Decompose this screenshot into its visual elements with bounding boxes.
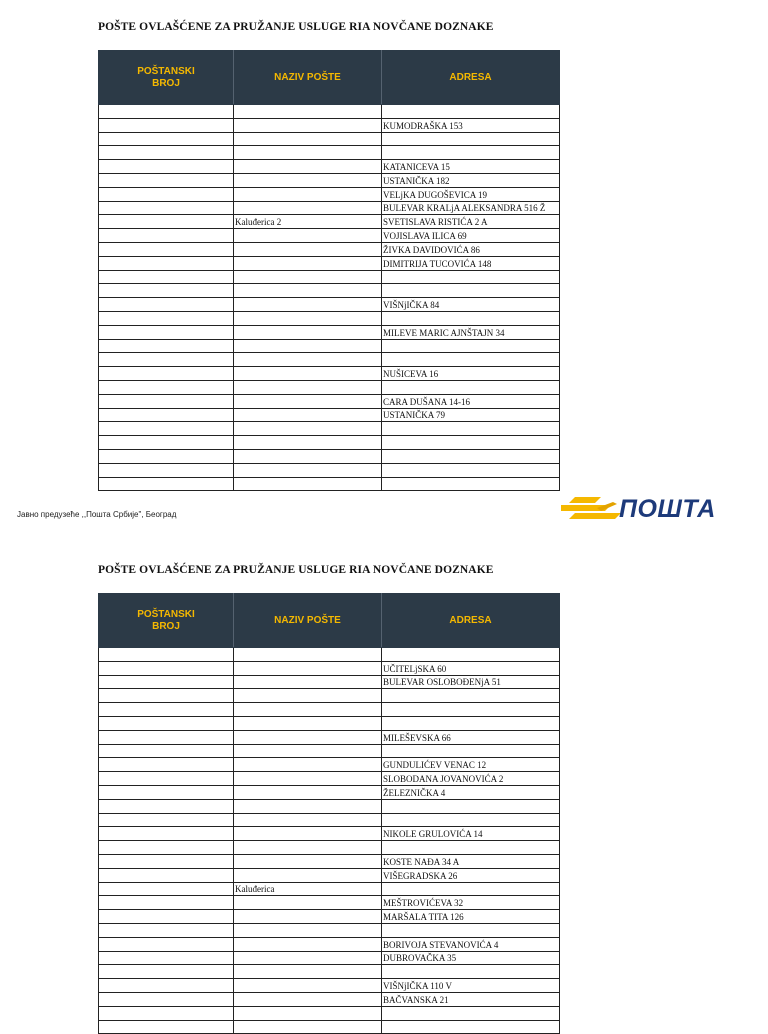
posta-emblem-icon [561,494,623,526]
postal-code-cell [99,703,234,717]
postal-code-cell [99,449,234,463]
postal-code-cell [99,1020,234,1034]
address-cell [382,146,560,160]
office-name-cell [234,187,382,201]
address-cell [382,132,560,146]
postal-code-cell [99,160,234,174]
office-name-cell [234,827,382,841]
postal-code-cell [99,408,234,422]
table-row [99,173,560,187]
office-name-cell [234,744,382,758]
address-cell [382,716,560,730]
table-row [99,854,560,868]
table-row [99,1006,560,1020]
office-name-cell [234,910,382,924]
address-cell [382,813,560,827]
postal-code-cell [99,1006,234,1020]
office-name-cell [234,270,382,284]
table-row [99,229,560,243]
address-cell: VIŠNjIČKA 84 [382,298,560,312]
table-row [99,716,560,730]
table-row [99,132,560,146]
postal-code-cell [99,146,234,160]
column-header-postal-code: POŠTANSKI BROJ [99,51,234,105]
address-cell: BULEVAR KRALjA ALEKSANDRA 516 Ž [382,201,560,215]
office-name-cell [234,256,382,270]
table-row [99,799,560,813]
address-cell: BULEVAR OSLOBOĐENjA 51 [382,675,560,689]
office-name-cell [234,146,382,160]
postal-code-cell [99,284,234,298]
table-row [99,730,560,744]
table-row [99,463,560,477]
address-cell: DUBROVAČKA 35 [382,951,560,965]
address-cell: ŽIVKA DAVIDOVIĆA 86 [382,242,560,256]
office-name-cell [234,325,382,339]
office-name-cell [234,298,382,312]
table-row [99,339,560,353]
table-row [99,311,560,325]
table-row [99,298,560,312]
office-name-cell [234,758,382,772]
address-cell [382,311,560,325]
office-name-cell [234,675,382,689]
address-cell [382,1006,560,1020]
postal-code-cell [99,394,234,408]
table-row [99,436,560,450]
table-row [99,160,560,174]
table-row [99,661,560,675]
address-cell: VIŠEGRADSKA 26 [382,868,560,882]
office-name-cell [234,201,382,215]
office-name-cell [234,854,382,868]
table-row [99,187,560,201]
column-header-address: ADRESA [382,51,560,105]
page-title: POŠTE OVLAŠĆENE ZA PRUŽANJE USLUGE RIA NOVČANE DOZNAKE [98,21,494,33]
table-row [99,992,560,1006]
office-name-cell [234,785,382,799]
postal-code-cell [99,118,234,132]
postal-code-cell [99,380,234,394]
office-name-cell [234,422,382,436]
postal-code-cell [99,105,234,119]
table-row [99,675,560,689]
address-cell: UČITELjSKA 60 [382,661,560,675]
office-name-cell [234,992,382,1006]
postal-code-cell [99,298,234,312]
postal-code-cell [99,896,234,910]
table-row [99,422,560,436]
office-name-cell [234,160,382,174]
postal-code-cell [99,744,234,758]
table-row [99,270,560,284]
postal-code-cell [99,325,234,339]
office-name-cell [234,799,382,813]
postal-code-cell [99,367,234,381]
address-cell [382,463,560,477]
address-cell [382,648,560,662]
postal-code-cell [99,187,234,201]
footer-text: Јавно предузеће ,,Пошта Србије", Београд [17,510,177,519]
office-name-cell [234,311,382,325]
address-cell: MILEVE MARIC AJNŠTAJN 34 [382,325,560,339]
office-name-cell [234,353,382,367]
postal-code-cell [99,827,234,841]
postal-code-cell [99,923,234,937]
postal-code-cell [99,910,234,924]
table-row [99,896,560,910]
address-cell: MILEŠEVSKA 66 [382,730,560,744]
table-row [99,1020,560,1034]
address-cell: KOSTE NAĐA 34 A [382,854,560,868]
postal-code-cell [99,463,234,477]
table-row [99,648,560,662]
postal-code-cell [99,242,234,256]
address-cell [382,380,560,394]
office-name-cell [234,841,382,855]
address-cell [382,882,560,896]
table-row [99,408,560,422]
table-row [99,868,560,882]
table-row [99,201,560,215]
postal-code-cell [99,339,234,353]
address-cell: VELjKA DUGOŠEVICA 19 [382,187,560,201]
office-name-cell [234,284,382,298]
postal-code-cell [99,992,234,1006]
table-row [99,284,560,298]
postal-code-cell [99,270,234,284]
address-cell: BORIVOJA STEVANOVIĆA 4 [382,937,560,951]
address-cell [382,436,560,450]
office-name-cell [234,951,382,965]
address-cell: NUŠICEVA 16 [382,367,560,381]
postal-code-cell [99,882,234,896]
office-name-cell [234,979,382,993]
office-name-cell [234,661,382,675]
address-cell: GUNDULIĆEV VENAC 12 [382,758,560,772]
postal-code-cell [99,758,234,772]
table-row [99,979,560,993]
postal-code-cell [99,716,234,730]
office-name-cell [234,868,382,882]
address-cell: KATANICEVA 15 [382,160,560,174]
office-name-cell [234,242,382,256]
office-name-cell [234,896,382,910]
office-name-cell [234,923,382,937]
address-cell: CARA DUŠANA 14-16 [382,394,560,408]
office-name-cell [234,394,382,408]
address-cell: SVETISLAVA RISTIĆA 2 A [382,215,560,229]
address-cell [382,1020,560,1034]
table-row [99,325,560,339]
postal-code-cell [99,841,234,855]
address-cell [382,270,560,284]
table-row [99,703,560,717]
office-name-cell [234,1020,382,1034]
address-cell: VIŠNjIČKA 110 V [382,979,560,993]
postal-code-cell [99,730,234,744]
address-cell [382,703,560,717]
address-cell: USTANIČKA 79 [382,408,560,422]
table-row [99,256,560,270]
address-cell: SLOBODANA JOVANOVIĆA 2 [382,772,560,786]
postal-code-cell [99,256,234,270]
office-name-cell: Kaluđerica [234,882,382,896]
office-name-cell [234,229,382,243]
postal-code-cell [99,229,234,243]
office-name-cell [234,1006,382,1020]
postal-code-cell [99,772,234,786]
postal-code-cell [99,648,234,662]
postal-code-cell [99,311,234,325]
postal-code-cell [99,937,234,951]
postal-code-cell [99,854,234,868]
column-header-office-name: NAZIV POŠTE [234,594,382,648]
office-name-cell [234,937,382,951]
address-cell [382,689,560,703]
table-row [99,105,560,119]
table-row [99,118,560,132]
table-row [99,937,560,951]
post-offices-table [98,593,560,1034]
address-cell [382,841,560,855]
address-cell [382,339,560,353]
address-cell: MEŠTROVIĆEVA 32 [382,896,560,910]
office-name-cell [234,367,382,381]
postal-code-cell [99,661,234,675]
address-cell: ŽELEZNIČKA 4 [382,785,560,799]
table-row [99,689,560,703]
address-cell [382,965,560,979]
posta-logo-text: ПОШТА [619,495,716,523]
postal-code-cell [99,173,234,187]
column-header-postal-code: POŠTANSKI BROJ [99,594,234,648]
table-row [99,146,560,160]
address-cell: VOJISLAVA ILICA 69 [382,229,560,243]
address-cell [382,923,560,937]
column-header-address: ADRESA [382,594,560,648]
office-name-cell [234,703,382,717]
table-row [99,744,560,758]
postal-code-cell [99,813,234,827]
address-cell [382,477,560,491]
address-cell: NIKOLE GRULOVIĆA 14 [382,827,560,841]
table-row [99,813,560,827]
postal-code-cell [99,353,234,367]
office-name-cell [234,132,382,146]
table-row [99,215,560,229]
address-cell [382,744,560,758]
table-row [99,827,560,841]
office-name-cell: Kaluđerica 2 [234,215,382,229]
office-name-cell [234,105,382,119]
table-row [99,841,560,855]
office-name-cell [234,965,382,979]
address-cell: BAČVANSKA 21 [382,992,560,1006]
address-cell [382,284,560,298]
address-cell [382,422,560,436]
post-offices-table [98,50,560,491]
office-name-cell [234,689,382,703]
postal-code-cell [99,965,234,979]
posta-logo [561,494,729,526]
postal-code-cell [99,436,234,450]
address-cell [382,105,560,119]
postal-code-cell [99,422,234,436]
table-row [99,367,560,381]
table-row [99,785,560,799]
address-cell [382,449,560,463]
postal-code-cell [99,979,234,993]
table-row [99,380,560,394]
postal-code-cell [99,689,234,703]
postal-code-cell [99,785,234,799]
table-row [99,923,560,937]
office-name-cell [234,380,382,394]
address-cell [382,799,560,813]
table-row [99,477,560,491]
table-row [99,449,560,463]
table-row [99,951,560,965]
table-row [99,353,560,367]
office-name-cell [234,648,382,662]
address-cell: KUMODRAŠKA 153 [382,118,560,132]
address-cell: MARŠALA TITA 126 [382,910,560,924]
office-name-cell [234,408,382,422]
postal-code-cell [99,799,234,813]
table-row [99,882,560,896]
postal-code-cell [99,215,234,229]
table-row [99,772,560,786]
office-name-cell [234,813,382,827]
postal-code-cell [99,675,234,689]
postal-code-cell [99,951,234,965]
postal-code-cell [99,868,234,882]
table-row [99,965,560,979]
address-cell [382,353,560,367]
table-row [99,242,560,256]
office-name-cell [234,173,382,187]
office-name-cell [234,449,382,463]
postal-code-cell [99,477,234,491]
table-row [99,758,560,772]
address-cell: USTANIČKA 182 [382,173,560,187]
postal-code-cell [99,201,234,215]
office-name-cell [234,716,382,730]
postal-code-cell [99,132,234,146]
office-name-cell [234,772,382,786]
office-name-cell [234,339,382,353]
address-cell: DIMITRIJA TUCOVIĆA 148 [382,256,560,270]
office-name-cell [234,730,382,744]
table-row [99,394,560,408]
office-name-cell [234,436,382,450]
column-header-office-name: NAZIV POŠTE [234,51,382,105]
office-name-cell [234,118,382,132]
office-name-cell [234,463,382,477]
page-title: POŠTE OVLAŠĆENE ZA PRUŽANJE USLUGE RIA NOVČANE DOZNAKE [98,564,494,576]
table-row [99,910,560,924]
office-name-cell [234,477,382,491]
